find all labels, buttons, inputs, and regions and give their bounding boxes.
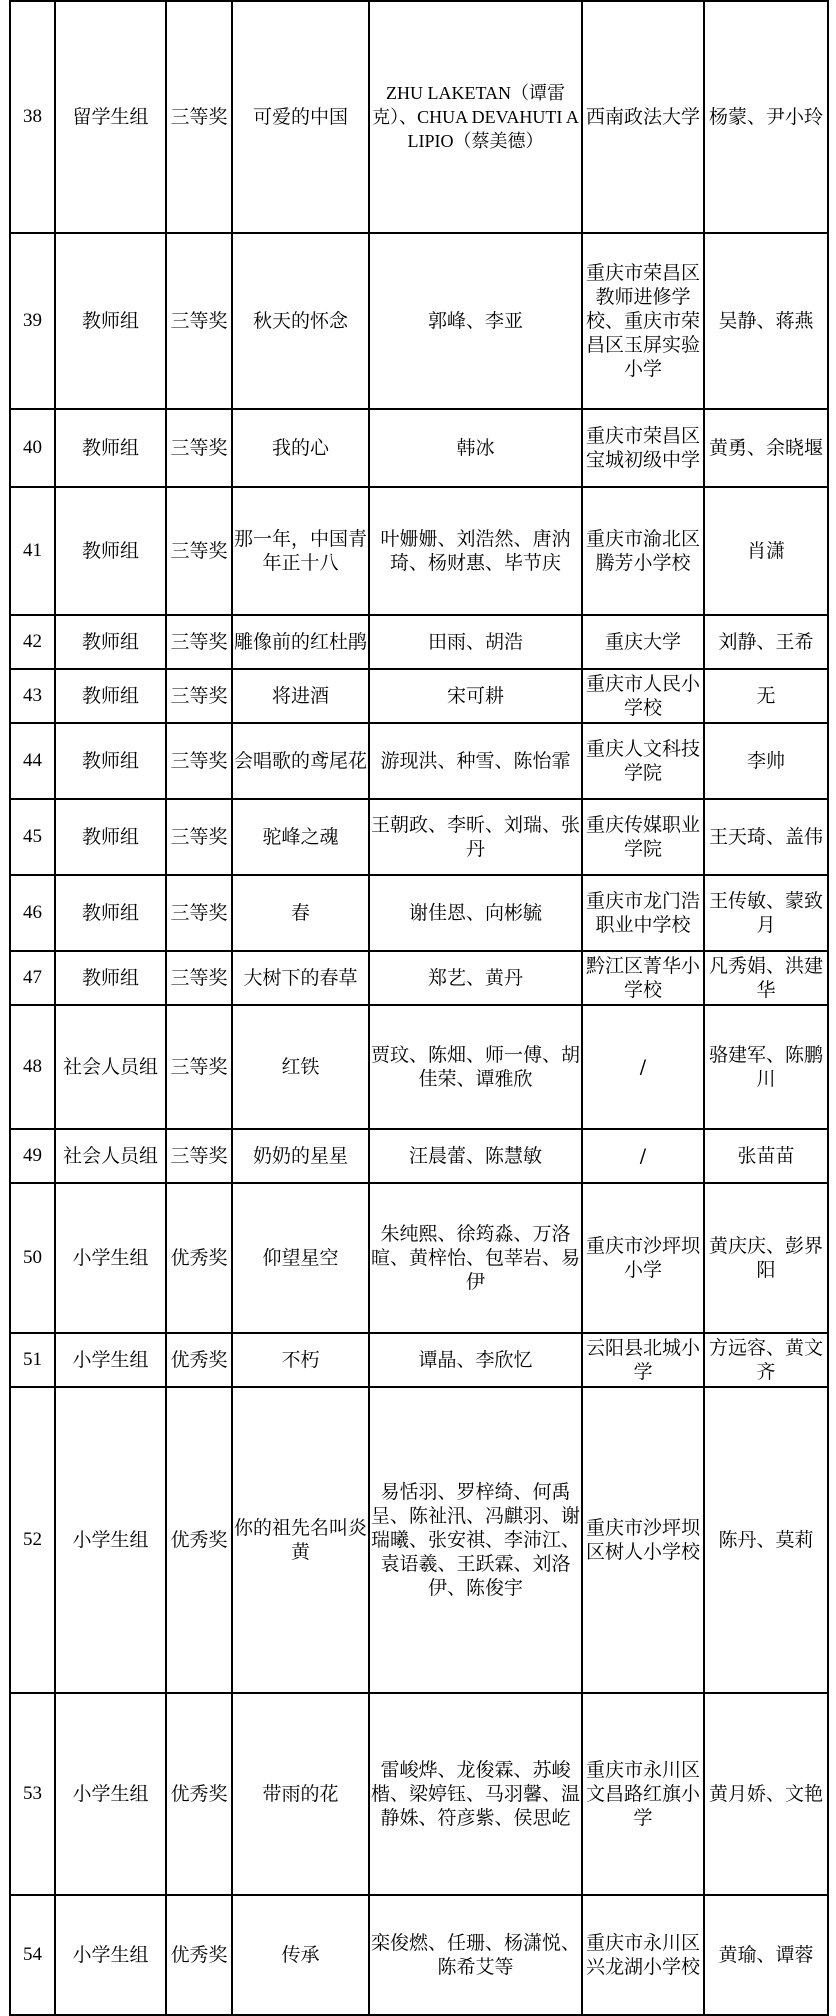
table-row [10,1183,828,1333]
row-number: 45 [10,799,55,875]
unit-cell: 重庆市沙坪坝小学 [582,1183,704,1333]
award-cell: 优秀奖 [166,1333,232,1387]
teacher-cell: 无 [704,669,828,723]
unit-cell: 黔江区菁华小学校 [582,951,704,1005]
teacher-cell: 刘静、王希 [704,615,828,669]
unit-cell: 重庆市渝北区腾芳小学校 [582,487,704,615]
table-row [10,233,828,409]
row-number: 48 [10,1005,55,1129]
authors-cell: 王朝政、李昕、刘瑞、张丹 [369,799,582,875]
awards-table [9,0,829,2016]
group-cell: 教师组 [55,487,166,615]
teacher-cell: 肖潇 [704,487,828,615]
award-cell: 三等奖 [166,1129,232,1183]
authors-cell: 郑艺、黄丹 [369,951,582,1005]
teacher-cell: 张苗苗 [704,1129,828,1183]
table-row [10,1333,828,1387]
unit-cell: 重庆市永川区兴龙湖小学校 [582,1895,704,2015]
award-cell: 三等奖 [166,1,232,233]
title-cell: 将进酒 [232,669,369,723]
unit-cell: 重庆市人民小学校 [582,669,704,723]
title-cell: 传承 [232,1895,369,2015]
title-cell: 那一年，中国青年正十八 [232,487,369,615]
unit-cell: 重庆市荣昌区宝城初级中学 [582,409,704,487]
title-cell: 会唱歌的鸢尾花 [232,723,369,799]
table-row [10,1895,828,2015]
title-cell: 带雨的花 [232,1693,369,1895]
authors-cell: 韩冰 [369,409,582,487]
title-cell: 不朽 [232,1333,369,1387]
group-cell: 教师组 [55,409,166,487]
authors-cell: 谢佳恩、向彬毓 [369,875,582,951]
group-cell: 小学生组 [55,1895,166,2015]
title-cell: 你的祖先名叫炎黄 [232,1387,369,1693]
group-cell: 社会人员组 [55,1129,166,1183]
award-cell: 三等奖 [166,487,232,615]
unit-cell: 重庆传媒职业学院 [582,799,704,875]
title-cell: 雕像前的红杜鹃 [232,615,369,669]
table-row [10,1693,828,1895]
title-cell: 秋天的怀念 [232,233,369,409]
table-row [10,723,828,799]
award-cell: 三等奖 [166,669,232,723]
teacher-cell: 李帅 [704,723,828,799]
authors-cell: 田雨、胡浩 [369,615,582,669]
teacher-cell: 凡秀娟、洪建华 [704,951,828,1005]
teacher-cell: 黄月娇、文艳 [704,1693,828,1895]
award-cell: 优秀奖 [166,1895,232,2015]
table-row [10,799,828,875]
row-number: 50 [10,1183,55,1333]
authors-cell: 贾玟、陈畑、师一傅、胡佳荣、谭雅欣 [369,1005,582,1129]
table-row [10,1387,828,1693]
row-number: 47 [10,951,55,1005]
award-cell: 三等奖 [166,723,232,799]
award-cell: 三等奖 [166,615,232,669]
group-cell: 社会人员组 [55,1005,166,1129]
teacher-cell: 骆建军、陈鹏川 [704,1005,828,1129]
table-row [10,409,828,487]
unit-cell: / [582,1005,704,1129]
award-cell: 优秀奖 [166,1183,232,1333]
teacher-cell: 黄庆庆、彭界阳 [704,1183,828,1333]
award-cell: 三等奖 [166,233,232,409]
table-row [10,669,828,723]
authors-cell: 宋可耕 [369,669,582,723]
table-row [10,1,828,233]
group-cell: 留学生组 [55,1,166,233]
authors-cell: 朱纯熙、徐筠淼、万洛暄、黄梓怡、包莘岩、易伊 [369,1183,582,1333]
authors-cell: 汪晨蕾、陈慧敏 [369,1129,582,1183]
teacher-cell: 杨蒙、尹小玲 [704,1,828,233]
unit-cell: 重庆市永川区文昌路红旗小学 [582,1693,704,1895]
row-number: 53 [10,1693,55,1895]
table-row [10,615,828,669]
unit-cell: 重庆市荣昌区教师进修学校、重庆市荣昌区玉屏实验小学 [582,233,704,409]
teacher-cell: 黄勇、余晓堰 [704,409,828,487]
title-cell: 大树下的春草 [232,951,369,1005]
unit-cell: / [582,1129,704,1183]
title-cell: 驼峰之魂 [232,799,369,875]
table-row [10,875,828,951]
award-cell: 三等奖 [166,951,232,1005]
group-cell: 教师组 [55,615,166,669]
title-cell: 奶奶的星星 [232,1129,369,1183]
row-number: 44 [10,723,55,799]
row-number: 54 [10,1895,55,2015]
teacher-cell: 黄瑜、谭蓉 [704,1895,828,2015]
unit-cell: 重庆人文科技学院 [582,723,704,799]
authors-cell: 郭峰、李亚 [369,233,582,409]
unit-cell: 云阳县北城小学 [582,1333,704,1387]
group-cell: 教师组 [55,951,166,1005]
table-row [10,1129,828,1183]
teacher-cell: 王天琦、盖伟 [704,799,828,875]
teacher-cell: 陈丹、莫莉 [704,1387,828,1693]
group-cell: 小学生组 [55,1387,166,1693]
teacher-cell: 王传敏、蒙致月 [704,875,828,951]
unit-cell: 西南政法大学 [582,1,704,233]
group-cell: 教师组 [55,669,166,723]
award-cell: 优秀奖 [166,1693,232,1895]
row-number: 40 [10,409,55,487]
title-cell: 可爱的中国 [232,1,369,233]
group-cell: 教师组 [55,233,166,409]
authors-cell: 游现洪、种雪、陈怡霏 [369,723,582,799]
title-cell: 我的心 [232,409,369,487]
title-cell: 红铁 [232,1005,369,1129]
group-cell: 小学生组 [55,1693,166,1895]
authors-cell: ZHU LAKETAN（谭雷克）、CHUA DEVAHUTI ALIPIO（蔡美德） [369,1,582,233]
group-cell: 教师组 [55,723,166,799]
award-cell: 三等奖 [166,409,232,487]
title-cell: 仰望星空 [232,1183,369,1333]
table-row [10,1005,828,1129]
row-number: 41 [10,487,55,615]
unit-cell: 重庆市沙坪坝区树人小学校 [582,1387,704,1693]
award-cell: 优秀奖 [166,1387,232,1693]
table-row [10,487,828,615]
group-cell: 教师组 [55,875,166,951]
unit-cell: 重庆市龙门浩职业中学校 [582,875,704,951]
row-number: 43 [10,669,55,723]
authors-cell: 叶姗姗、刘浩然、唐汭琦、杨财惠、毕节庆 [369,487,582,615]
title-cell: 春 [232,875,369,951]
award-cell: 三等奖 [166,1005,232,1129]
row-number: 38 [10,1,55,233]
row-number: 52 [10,1387,55,1693]
group-cell: 小学生组 [55,1183,166,1333]
authors-cell: 易恬羽、罗梓绮、何禹呈、陈祉汛、冯麒羽、谢瑞曦、张安祺、李沛江、袁语羲、王跃霖、刘洛伊、陈俊宇 [369,1387,582,1693]
authors-cell: 雷峻烨、龙俊霖、苏峻楷、梁婷钰、马羽馨、温静姝、符彦紫、侯思屹 [369,1693,582,1895]
authors-cell: 谭晶、李欣忆 [369,1333,582,1387]
group-cell: 教师组 [55,799,166,875]
row-number: 42 [10,615,55,669]
unit-cell: 重庆大学 [582,615,704,669]
teacher-cell: 吴静、蒋燕 [704,233,828,409]
authors-cell: 栾俊燃、任珊、杨潇悦、陈希艾等 [369,1895,582,2015]
award-cell: 三等奖 [166,799,232,875]
award-cell: 三等奖 [166,875,232,951]
table-row [10,951,828,1005]
row-number: 49 [10,1129,55,1183]
row-number: 46 [10,875,55,951]
group-cell: 小学生组 [55,1333,166,1387]
row-number: 39 [10,233,55,409]
row-number: 51 [10,1333,55,1387]
teacher-cell: 方远容、黄文齐 [704,1333,828,1387]
